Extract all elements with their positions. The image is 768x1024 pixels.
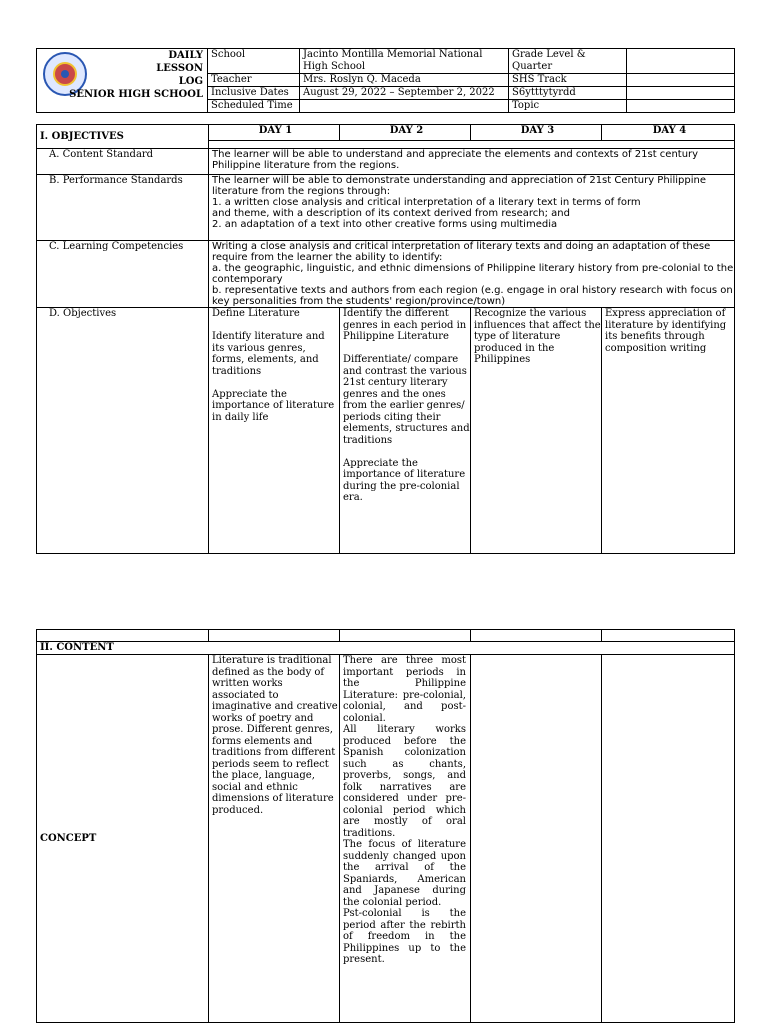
header-title — [69, 49, 203, 101]
teacher-value: Mrs. Roslyn Q. Maceda — [300, 74, 509, 87]
content-header-blank — [602, 630, 735, 642]
performance-line: The learner will be able to demonstrate understanding and appreciation of 21st Century Philippine literature from the regions through: — [212, 175, 706, 197]
concept-label: CONCEPT — [37, 655, 209, 1023]
day2-objective: Differentiate/ compare and contrast the various 21st century literary genres and the ones from the earlier genres/ periods citing their elements, structures and traditions — [343, 354, 470, 446]
header-table — [36, 48, 735, 113]
day3-header: DAY 3 — [471, 125, 602, 141]
content-header-blank — [340, 630, 471, 642]
day2-objective: Identify the different genres in each period in Philippine Literature — [343, 308, 467, 342]
content-table — [36, 629, 735, 1023]
concept-day2 — [340, 655, 471, 1023]
day1-objective: Appreciate the importance of literature in daily life — [212, 388, 335, 423]
competency-line: b. representative texts and authors from each region (e.g. engage in oral history research with focus on key personalities from the students' region/province/town) — [212, 285, 733, 307]
performance-standards-text — [209, 175, 735, 241]
performance-line: 2. an adaptation of a text into other creative forms using multimedia — [212, 219, 558, 230]
content-section-title: II. CONTENT — [37, 642, 735, 655]
concept-day4 — [602, 655, 735, 1023]
dates-value: August 29, 2022 – September 2, 2022 — [300, 87, 509, 100]
performance-standards-label: B. Performance Standards — [37, 175, 209, 241]
content-header-blank — [471, 630, 602, 642]
day1-header: DAY 1 — [209, 125, 340, 141]
content-header-blank — [37, 630, 209, 642]
concept-day1: Literature is traditional defined as the body of written works associated to imaginative and creative works of poetry and prose. Different genres, forms elements and traditions from different periods seem to reflect the place, language, social and ethnic dimensions of literature produced. — [209, 655, 340, 1023]
content-standard-text: The learner will be able to understand and appreciate the elements and contexts of 21st century Philippine literature from the regions. — [209, 149, 735, 175]
grade-value — [627, 49, 735, 74]
day2-objectives — [340, 308, 471, 554]
objectives-section-title: I. OBJECTIVES — [37, 125, 209, 149]
competency-line: a. the geographic, linguistic, and ethnic dimensions of Philippine literary history from pre-colonial to the contemporary — [212, 263, 734, 285]
title-line-daily: DAILY — [168, 50, 203, 61]
school-label: School — [208, 49, 300, 74]
day4-objectives: Express appreciation of literature by identifying its benefits through composition writing — [602, 308, 735, 554]
objectives-label: D. Objectives — [37, 308, 209, 554]
misc-label: S6ytttytyrdd — [509, 87, 627, 100]
concept-day3 — [471, 655, 602, 1023]
title-line-shs: SENIOR HIGH SCHOOL — [69, 89, 203, 100]
performance-line: 1. a written close analysis and critical interpretation of a literary text in terms of form — [212, 197, 641, 208]
day2-header: DAY 2 — [340, 125, 471, 141]
dates-label: Inclusive Dates — [208, 87, 300, 100]
competency-line: Writing a close analysis and critical interpretation of literary texts and doing an adaptation of these require from the learner the ability to identify: — [212, 241, 711, 263]
performance-line: and theme, with a description of its context derived from research; and — [212, 208, 570, 219]
track-label: SHS Track — [509, 74, 627, 87]
content-header-blank — [209, 630, 340, 642]
concept-day2-paragraph: All literary works produced before the Spanish colonization such as chants, proverbs, songs, and folk narratives are considered under pre-colonial period which are mostly of oral traditions. — [343, 724, 466, 839]
learning-competencies-label: C. Learning Competencies — [37, 241, 209, 308]
time-value — [300, 100, 509, 113]
title-line-log: LOG — [178, 76, 203, 87]
grade-label: Grade Level & Quarter — [509, 49, 627, 74]
misc-value — [627, 87, 735, 100]
objectives-spacer — [209, 141, 735, 149]
day4-header: DAY 4 — [602, 125, 735, 141]
learning-competencies-text — [209, 241, 735, 308]
time-label: Scheduled Time — [208, 100, 300, 113]
title-line-lesson: LESSON — [156, 63, 203, 74]
concept-day2-paragraph: Pst-colonial is the period after the rebirth of freedom in the Philippines up to the present. — [343, 908, 466, 965]
content-standard-label: A. Content Standard — [37, 149, 209, 175]
topic-label: Topic — [509, 100, 627, 113]
day1-objective: Identify literature and its various genres, forms, elements, and traditions — [212, 331, 325, 377]
header-logo-cell — [37, 49, 208, 113]
concept-day2-paragraph: The focus of literature suddenly changed upon the arrival of the Spaniards, American and Japanese during the colonial period. — [343, 839, 466, 908]
objectives-table — [36, 124, 735, 554]
day1-objective: Define Literature — [212, 308, 300, 319]
school-value: Jacinto Montilla Memorial National High School — [300, 49, 509, 74]
day2-objective: Appreciate the importance of literature during the pre-colonial era. — [343, 457, 466, 503]
topic-value — [627, 100, 735, 113]
day3-objectives: Recognize the various influences that affect the type of literature produced in the Philippines — [471, 308, 602, 554]
track-value — [627, 74, 735, 87]
concept-day2-paragraph: There are three most important periods in the Philippine Literature: pre-colonial, colonial, and post-colonial. — [343, 655, 466, 724]
teacher-label: Teacher — [208, 74, 300, 87]
day1-objectives — [209, 308, 340, 554]
